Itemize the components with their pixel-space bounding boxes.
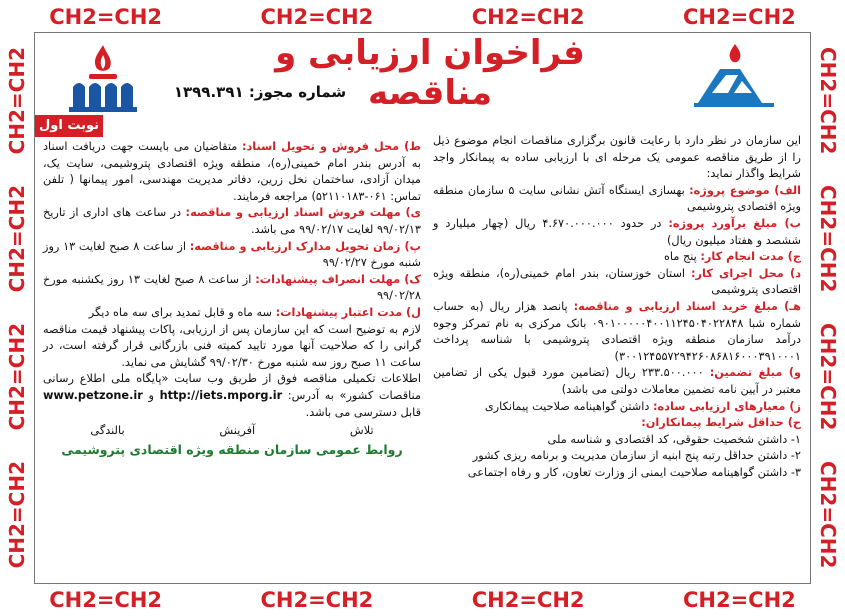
section-heading: ل) مدت اعتبار پیشنهادات:	[275, 305, 421, 319]
section-heading: و) مبلغ تضمین:	[709, 366, 802, 380]
opening-note: لازم به توضیح است که این سازمان پس از ارزیابی، پاکات پیشنهاد قیمت مناقصه گرانی را که صلاحیت آنها مورد تایید کمیته فنی بازرگانی قرار گرفته است، در ساعت ۱۱ صبح روز سه شنبه مورخ ۹۹/۰۲/۳۰ گشایش می نماید.	[43, 322, 421, 369]
section-text: از ساعت ۸ صبح لغایت ۱۳ روز شنبه مورخ ۹۹/۰۲/۲۷	[43, 239, 421, 270]
border-text: CH2=CH2	[682, 5, 796, 29]
border-text: CH2=CH2	[260, 588, 374, 612]
border-text: CH2=CH2	[5, 461, 29, 569]
petzone-logo-icon	[690, 41, 780, 116]
section-heading: الف) موضوع پروژه:	[689, 183, 802, 197]
section-heading: هـ) مبلغ خرید اسناد ارزیابی و مناقصه:	[573, 299, 801, 313]
border-right	[811, 32, 845, 584]
more-info-tail: قابل دسترسی می باشد.	[305, 405, 421, 419]
conjunction-text: و	[148, 388, 154, 402]
border-text: CH2=CH2	[5, 185, 29, 293]
section-text: استان خوزستان، بندر امام خمینی(ره)، منطقه ویژه اقتصادی پتروشیمی	[433, 266, 801, 297]
contractor-requirements-heading: ح) حداقل شرایط پیمانکاران:	[641, 416, 801, 430]
section-text: متقاضیان می بایست جهت دریافت اسناد به آدرس بندر امام خمینی(ره)، منطقه ویژه اقتصادی پتروشیمی، سایت یک، میدان آزادی، ساختمان نخل زرین، دفاتر مدیریت مهندسی، امور پیمانها ( تلفن تماس: ۰۶۱-۵۲۱۱۰۱۸۳) مراجعه فرمایند.	[43, 140, 421, 203]
intro-text: این سازمان در نظر دارد با رعایت قانون برگزاری مناقصات انجام موضوع ذیل را از طریق مناقصه عمومی یک مرحله ای با ارزیابی ساده به پیمانکار واجد شرایط واگذار نماید:	[433, 134, 801, 181]
section-text: سه ماه و قابل تمدید برای سه ماه دیگر	[88, 305, 272, 319]
section-text: در ساعت های اداری از تاریخ ۹۹/۰۲/۱۳ لغایت ۹۹/۰۲/۱۷ می باشد.	[43, 206, 421, 236]
section-heading: پ) زمان تحویل مدارک ارزیابی و مناقصه:	[189, 239, 421, 253]
bid-validity	[43, 305, 421, 322]
page-title: فراخوان ارزیابی و مناقصه	[275, 33, 585, 113]
permit-number: شماره مجوز: ۱۳۹۹.۳۹۱	[173, 83, 347, 101]
border-text: CH2=CH2	[816, 461, 840, 569]
section-text: در حدود ۴.۶۷۰.۰۰۰.۰۰۰ ریال (چهار میلیارد و ششصد و هفتاد میلیون ریال)	[433, 216, 801, 247]
border-left	[0, 32, 34, 584]
section-text: داشتن گواهینامه صلاحیت پیمانکاری	[484, 399, 650, 413]
section-text: ۲۳۳.۵۰۰.۰۰۰ ریال (تضامین مورد قبول یکی از تضامین معتبر در آیین نامه تضمین معاملات دولتی می باشد)	[433, 366, 801, 396]
project-estimate	[433, 216, 801, 249]
round-badge: نوبت اول	[35, 115, 103, 137]
submission-time	[43, 239, 421, 272]
border-text: CH2=CH2	[816, 323, 840, 431]
motto-word: آفرینش	[219, 424, 256, 438]
project-duration	[433, 249, 801, 266]
border-text: CH2=CH2	[260, 5, 374, 29]
list-item: ۱- داشتن شخصیت حقوقی، کد اقتصادی و شناسه ملی	[547, 432, 801, 446]
left-column	[43, 139, 421, 458]
border-top	[0, 0, 845, 34]
document-price	[433, 299, 801, 365]
project-subject	[433, 183, 801, 216]
section-text: پانصد هزار ریال (به حساب شماره شبا ۰۹۰۱۰۰۰۰۰۴۰۰۱۱۲۴۵۰۴۰۲۲۸۴۸ بانک مرکزی به نام تمرکز وجوه درآمد سازمان منطقه ویژه اقتصادی پتروشیمی با شناسه پرداخت ۳۰۰۱۲۴۵۵۷۲۹۴۲۶۰۸۶۸۱۶۰۰۰۳۹۱۰۰۰۱)	[433, 299, 801, 363]
border-text: CH2=CH2	[49, 5, 163, 29]
section-heading: ج) مدت انجام کار:	[700, 250, 801, 264]
section-heading: ز) معیارهای ارزیابی ساده:	[653, 399, 801, 413]
border-text: CH2=CH2	[5, 47, 29, 155]
document-sale-deadline	[43, 205, 421, 238]
motto-word: بالندگی	[90, 424, 125, 438]
motto-word: تلاش	[349, 424, 374, 438]
section-text: پنج ماه	[663, 250, 697, 264]
section-text: بهسازی ایستگاه آتش نشانی سایت ۵ سازمان منطقه ویژه اقتصادی پتروشیمی	[433, 183, 801, 214]
petzone-link[interactable]: www.petzone.ir	[43, 388, 143, 402]
section-heading: ی) مهلت فروش اسناد ارزیابی و مناقصه:	[185, 206, 421, 220]
more-info-text: اطلاعات تکمیلی مناقصه فوق از طریق وب سایت «پایگاه ملی اطلاع رسانی مناقصات کشور» به آدرس:	[43, 372, 422, 402]
oil-company-logo-icon	[63, 41, 143, 116]
section-text: از ساعت ۸ صبح لغایت ۱۳ روز یکشنبه مورخ ۹۹/۰۲/۲۸	[43, 272, 421, 303]
list-item: ۳- داشتن گواهینامه صلاحیت ایمنی از وزارت تعاون، کار و رفاه اجتماعی	[467, 465, 801, 479]
border-text: CH2=CH2	[682, 588, 796, 612]
section-heading: ط) محل فروش و تحویل اسناد:	[241, 140, 422, 153]
document-delivery	[43, 139, 421, 205]
public-relations-signature: روابط عمومی سازمان منطقه ویژه اقتصادی پتروشیمی	[61, 441, 403, 457]
border-text: CH2=CH2	[816, 47, 840, 155]
border-text: CH2=CH2	[49, 588, 163, 612]
border-text: CH2=CH2	[816, 185, 840, 293]
more-info	[43, 371, 421, 421]
border-text: CH2=CH2	[471, 588, 585, 612]
guarantee-amount	[433, 365, 801, 398]
motto-row	[43, 423, 421, 440]
iets-link[interactable]: http://iets.mporg.ir	[159, 388, 283, 402]
evaluation-criteria	[433, 399, 801, 416]
notice-frame	[34, 32, 811, 584]
list-item: ۲- داشتن حداقل رتبه پنج ابنیه از سازمان مدیریت و برنامه ریزی کشور	[472, 449, 801, 463]
right-column	[433, 133, 801, 481]
section-heading: د) محل اجرای کار:	[690, 266, 801, 280]
withdrawal-deadline	[43, 272, 421, 305]
project-location	[433, 266, 801, 299]
border-text: CH2=CH2	[5, 323, 29, 431]
border-text: CH2=CH2	[471, 5, 585, 29]
section-heading: ک) مهلت انصراف پیشنهادات:	[255, 272, 421, 286]
section-heading: ب) مبلغ برآورد پروژه:	[668, 216, 801, 230]
border-bottom	[0, 583, 845, 616]
